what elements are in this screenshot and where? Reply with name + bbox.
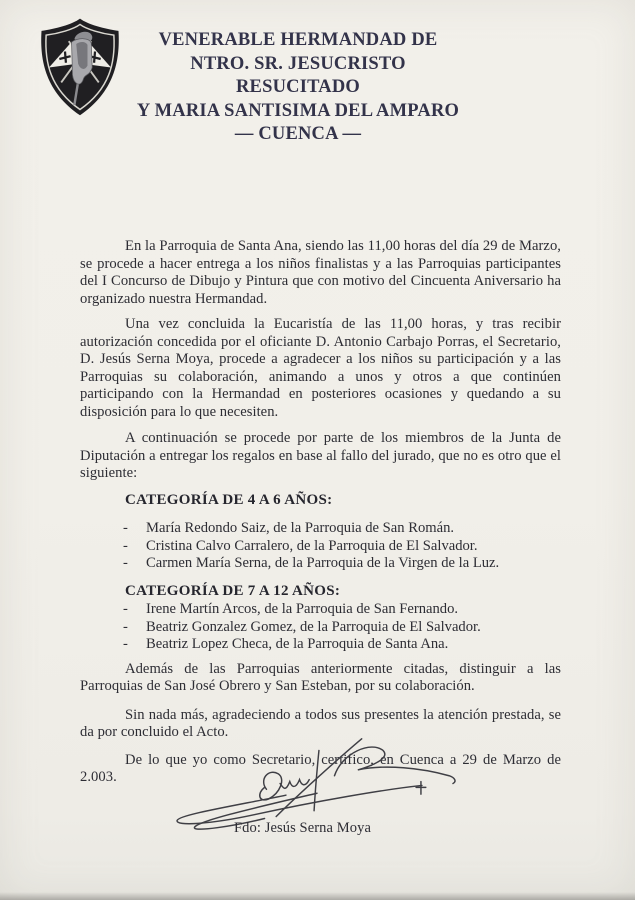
org-name-line-2: NTRO. SR. JESUCRISTO RESUCITADO	[190, 53, 406, 97]
list-dash: -	[123, 520, 128, 536]
category-7-12-list	[80, 601, 561, 654]
org-city-line: — CUENCA —	[234, 124, 362, 144]
category-7-12-heading: CATEGORÍA DE 7 A 12 AÑOS:	[125, 582, 341, 599]
list-dash: -	[123, 537, 128, 554]
signature-name-label: Fdo: Jesús Serna Moya	[233, 820, 372, 836]
category-4-6-list	[80, 520, 561, 573]
paragraph-junta: A continuación se procede por parte de los miembros de la Junta de Diputación a entregar los regalos en base al fallo del jurado, que no es otro que el siguiente:	[80, 430, 561, 481]
list-item	[80, 520, 561, 538]
letter-body	[80, 238, 561, 787]
list-item	[80, 636, 561, 654]
hermandad-shield-emblem	[33, 13, 127, 120]
list-item	[80, 538, 561, 556]
list-item	[80, 555, 561, 573]
winner-name: Beatriz Lopez Checa, de la Parroquia de Santa Ana.	[146, 636, 449, 652]
winner-name: Carmen María Serna, de la Parroquia de la Virgen de la Luz.	[146, 555, 500, 571]
winner-name: Beatriz Gonzalez Gomez, de la Parroquia de El Salvador.	[146, 618, 481, 635]
paragraph-eucaristia: Una vez concluida la Eucaristía de las 11,00 horas, y tras recibir autorización concedida por el oficiante D. Antonio Carbajo Porras, el Secretario, D. Jesús Serna Moya, procede a agradecer a los niños su participación y a las Parroquias su colaboración, animando a unos y otros a que continúen participando con la Hermandad en posteriores ocasiones y quedando a su disposición para lo que necesiten.	[80, 316, 561, 420]
org-name-line-1: VENERABLE HERMANDAD DE	[158, 30, 438, 50]
category-4-6-heading: CATEGORÍA DE 4 A 6 AÑOS:	[125, 491, 333, 508]
list-dash: -	[123, 618, 128, 635]
winner-name: Cristina Calvo Carralero, de la Parroquia de El Salvador.	[146, 537, 478, 554]
list-dash: -	[123, 636, 128, 652]
scan-edge-shadow	[0, 892, 635, 900]
paragraph-intro: En la Parroquia de Santa Ana, siendo las 11,00 horas del día 29 de Marzo, se procede a hacer entrega a los niños finalistas y a las Parroquias participantes del I Concurso de Dibujo y Pintura que con motivo del Cincuenta Aniversario ha organizado nuestra Hermandad.	[80, 238, 561, 307]
list-item	[80, 601, 561, 619]
list-dash: -	[123, 555, 128, 571]
winner-name: María Redondo Saiz, de la Parroquia de San Román.	[146, 520, 455, 536]
winner-name: Irene Martín Arcos, de la Parroquia de San Fernando.	[146, 601, 459, 617]
paragraph-distincion: Además de las Parroquias anteriormente citadas, distinguir a las Parroquias de San José Obrero y San Esteban, por su colaboración.	[80, 660, 561, 694]
list-item	[80, 619, 561, 637]
letterhead	[128, 29, 468, 147]
paragraph-cierre: Sin nada más, agradeciendo a todos sus presentes la atención prestada, se da por concluido el Acto.	[80, 706, 561, 740]
list-dash: -	[123, 601, 128, 617]
org-name-line-3: Y MARIA SANTISIMA DEL AMPARO	[136, 100, 460, 121]
paragraph-certifico: De lo que yo como Secretario, certifico, en Cuenca a 29 de Marzo de 2.003.	[80, 751, 561, 785]
